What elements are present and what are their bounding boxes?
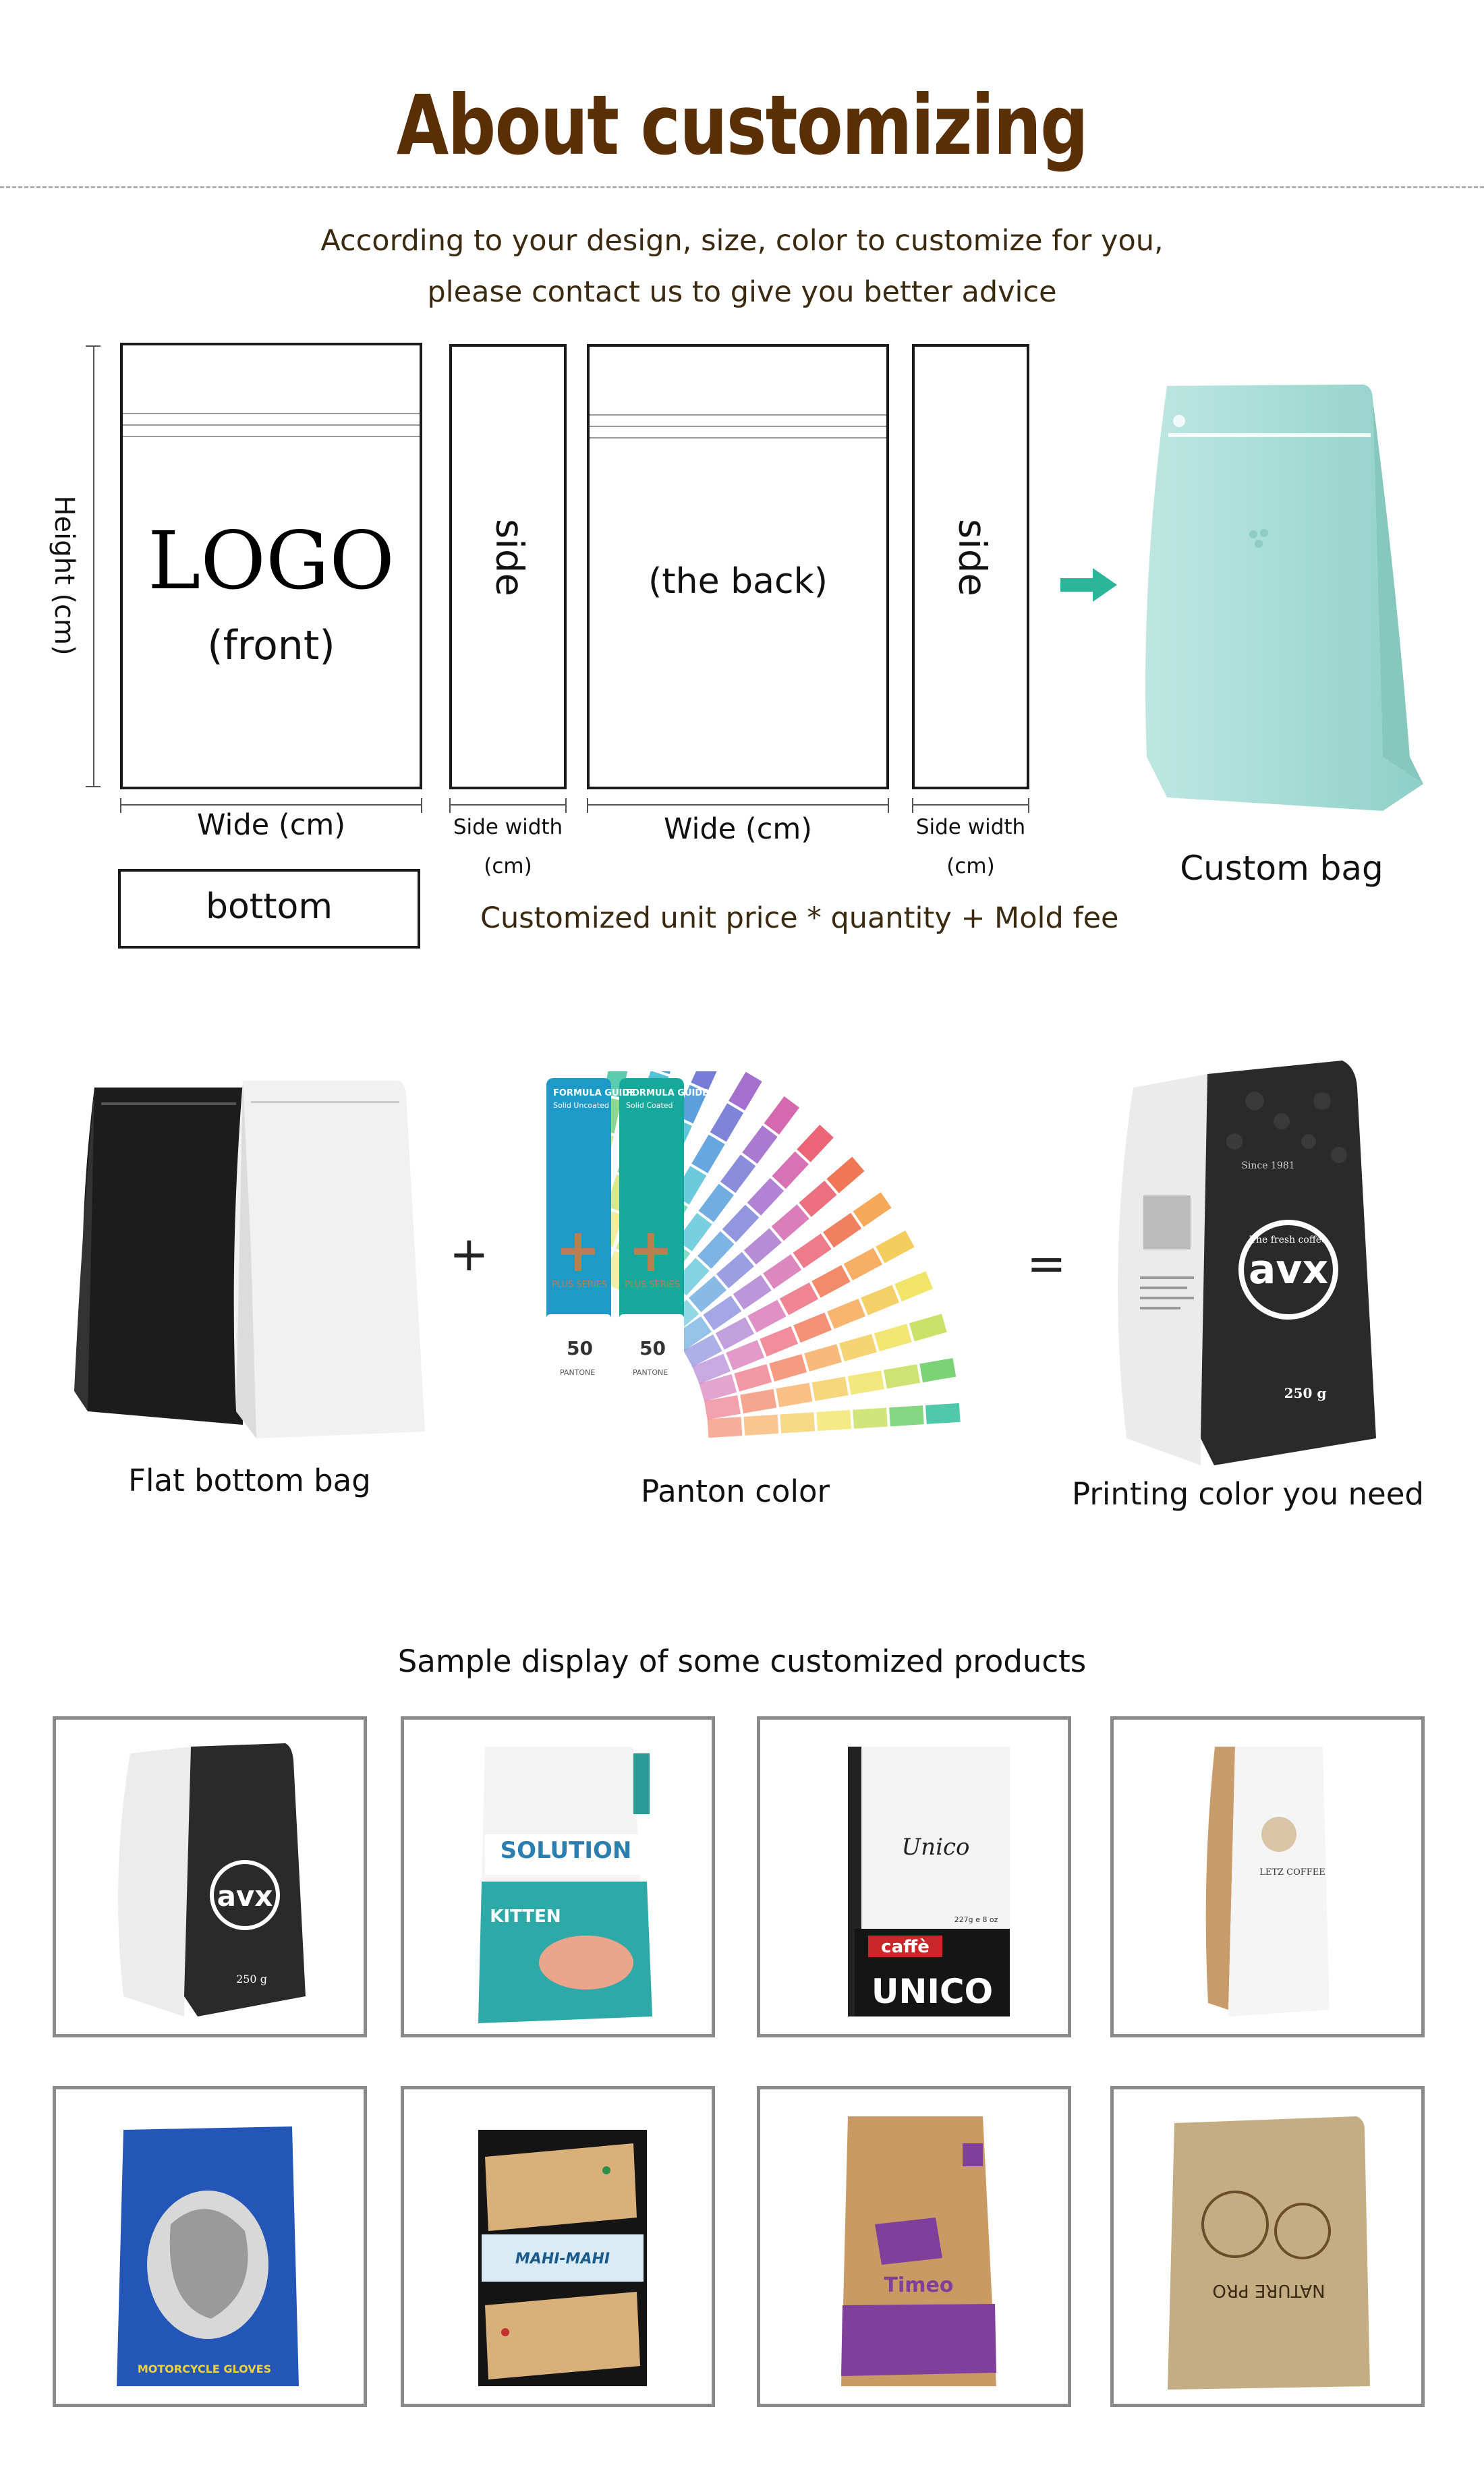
bottom-panel — [118, 869, 420, 949]
sample-1-weight: 250 g — [236, 1973, 267, 1985]
sample-3-unico: UNICO — [871, 1972, 994, 2011]
avx-since-text: Since 1981 — [1241, 1160, 1295, 1171]
guide-title-1: FORMULA GUIDE — [553, 1088, 636, 1098]
guide-plus-1: PLUS SERIES — [552, 1280, 608, 1290]
custom-bag-label: Custom bag — [1180, 849, 1383, 888]
back-width-dimension — [587, 804, 889, 806]
guide-title-2: FORMULA GUIDE — [626, 1088, 709, 1098]
sample-8-label: NATURE PRO — [1212, 2280, 1325, 2301]
dashed-divider — [0, 186, 1484, 188]
sample-2-brand: SOLUTION — [500, 1837, 632, 1864]
sample-2-label: KITTEN — [490, 1907, 561, 1927]
sample-card-1 — [53, 1716, 367, 2037]
sample-1-logo: avx — [217, 1880, 273, 1913]
side-width-label-right: Side width — [915, 815, 1026, 839]
guide-50-2: 50 — [639, 1337, 666, 1359]
printed-bag-image — [1106, 1061, 1390, 1472]
sample-3-script: Unico — [901, 1834, 970, 1861]
flat-bottom-bag-image — [74, 1074, 432, 1452]
side-width-label-left: Side width — [453, 815, 563, 839]
guide-plus-2: PLUS SERIES — [625, 1280, 681, 1290]
back-panel — [587, 344, 889, 789]
avx-weight-text: 250 g — [1284, 1385, 1327, 1401]
price-formula: Customized unit price * quantity + Mold fee — [480, 901, 1119, 935]
plus-sign: + — [449, 1226, 489, 1282]
front-wide-label: Wide (cm) — [196, 808, 346, 842]
sample-card-7 — [757, 2086, 1071, 2407]
avx-logo-text: avx — [1248, 1246, 1329, 1293]
back-wide-label: Wide (cm) — [663, 812, 813, 846]
side-label-right: side — [950, 519, 994, 596]
back-label: (the back) — [648, 561, 828, 602]
sample-3-caffe: caffè — [881, 1937, 930, 1957]
equals-sign: = — [1027, 1236, 1066, 1291]
sample-card-8 — [1110, 2086, 1425, 2407]
sample-card-2 — [401, 1716, 715, 2037]
sample-4-brand: LETZ COFFEE — [1259, 1867, 1325, 1878]
intro-line-2: please contact us to give you better advice — [427, 275, 1057, 309]
side-label-left: side — [487, 519, 532, 596]
guide-sub-2: Solid Coated — [626, 1101, 673, 1110]
flat-bottom-label: Flat bottom bag — [128, 1463, 371, 1498]
sample-3-weight: 227g e 8 oz — [954, 1915, 998, 1924]
intro-line-1: According to your design, size, color to customize for you, — [320, 224, 1164, 258]
avx-tag-text: The fresh coffee — [1249, 1235, 1328, 1245]
page-title: About customizing — [396, 78, 1088, 173]
side-width-unit-left: (cm) — [484, 854, 532, 878]
front-width-dimension — [120, 804, 422, 806]
samples-heading: Sample display of some customized products — [397, 1643, 1087, 1679]
guide-pantone-2: PANTONE — [633, 1368, 668, 1377]
guide-sub-1: Solid Uncoated — [553, 1101, 609, 1110]
pantone-guide-image — [540, 1071, 1012, 1449]
front-label: (front) — [207, 622, 335, 669]
arrow-right-icon — [1060, 568, 1117, 602]
sample-card-3 — [757, 1716, 1071, 2037]
sample-card-5 — [53, 2086, 367, 2407]
sample-7-label: Timeo — [884, 2274, 954, 2297]
panton-label: Panton color — [640, 1473, 830, 1509]
guide-50-1: 50 — [567, 1337, 593, 1359]
sample-6-label: MAHI-MAHI — [515, 2251, 610, 2267]
bottom-label: bottom — [205, 886, 333, 927]
front-panel — [120, 343, 422, 789]
sample-card-4 — [1110, 1716, 1425, 2037]
guide-pantone-1: PANTONE — [560, 1368, 596, 1377]
height-label: Height (cm) — [49, 495, 80, 656]
printing-color-label: Printing color you need — [1072, 1476, 1424, 1512]
side-left-width-dimension — [449, 804, 567, 806]
front-logo-text: LOGO — [147, 514, 395, 607]
sample-card-6 — [401, 2086, 715, 2407]
height-dimension-line — [93, 345, 94, 787]
side-panel-left — [449, 344, 567, 789]
side-panel-right — [912, 344, 1029, 789]
side-width-unit-right: (cm) — [946, 854, 995, 878]
custom-bag-image — [1140, 379, 1423, 811]
side-right-width-dimension — [912, 804, 1029, 806]
sample-5-label: MOTORCYCLE GLOVES — [137, 2363, 272, 2375]
